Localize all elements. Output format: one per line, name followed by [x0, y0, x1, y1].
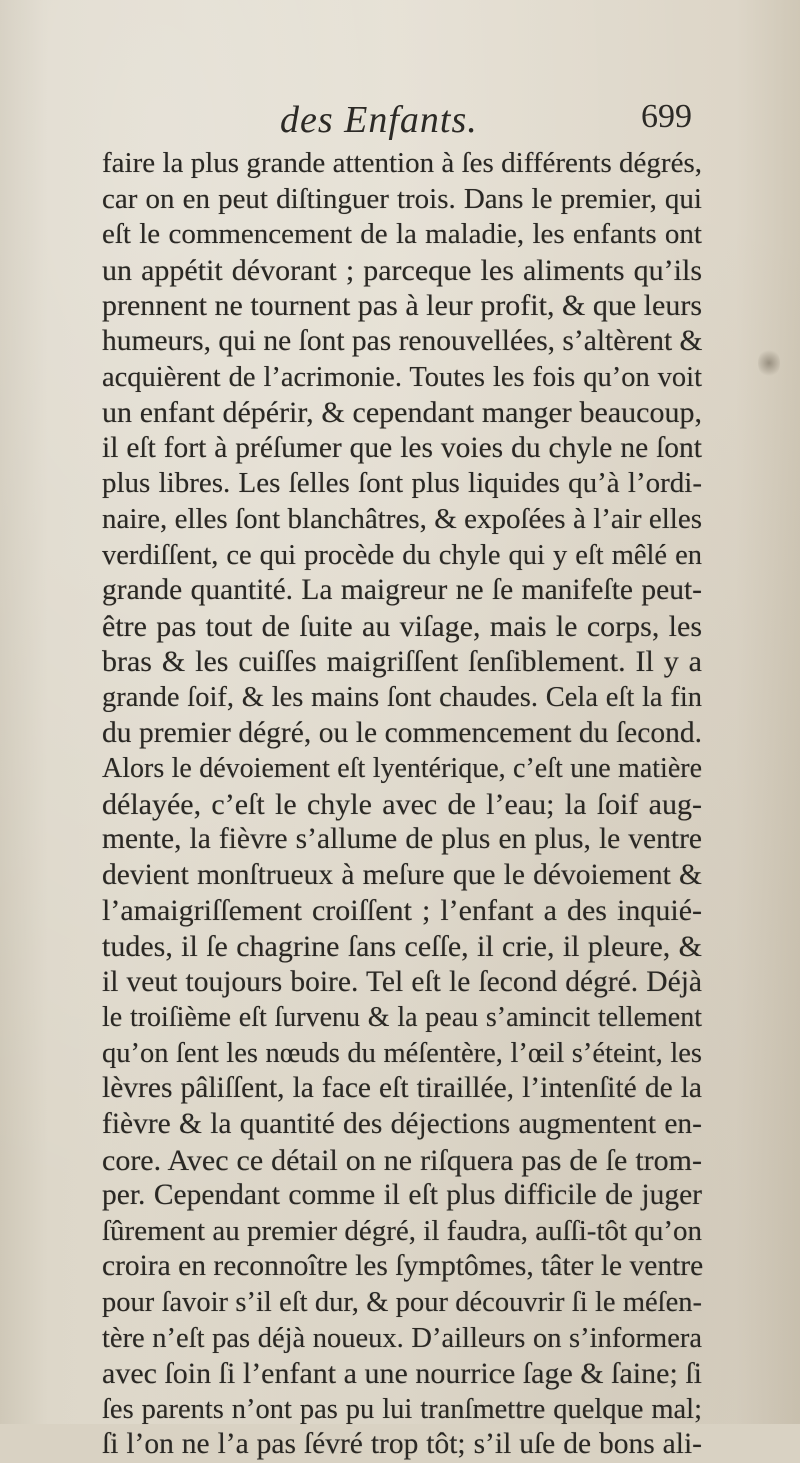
text-line: lèvres pâliſſent, la face eſt tiraillée, l’intenſité de la [102, 1072, 702, 1105]
text-line: délayée, c’eſt le chyle avec de l’eau; la ſoif aug- [102, 787, 702, 821]
text-line: ſûrement au premier dégré, il faudra, auſſi-tôt qu’on [102, 1214, 702, 1247]
text-line: Alors le dévoiement eſt lyentérique, c’eſt une matière [102, 753, 702, 785]
text-line: croira en reconnoître les ſymptômes, tâter le ventre [102, 1250, 704, 1283]
text-line: tudes, il ſe chagrine ſans ceſſe, il crie, il pleure, & [102, 930, 702, 964]
text-line: pour ſavoir s’il eſt dur, & pour découvrir ſi le méſen- [102, 1287, 702, 1318]
text-line: naire, elles ſont blanchâtres, & expoſées à l’air elles [102, 502, 702, 535]
text-line: bras & les cuiſſes maigriſſent ſenſiblement. Il y a [102, 645, 702, 679]
text-line: plus libres. Les ſelles ſont plus liquides qu’à l’ordi- [102, 467, 702, 500]
text-line: devient monſtrueux à meſure que le dévoiement & [102, 858, 702, 891]
text-line: il veut toujours boire. Tel eſt le ſecond dégré. Déjà [102, 965, 702, 998]
text-line: fièvre & la quantité des déjections augmentent en- [102, 1108, 702, 1141]
text-line: du premier dégré, ou le commencement du ſecond. [102, 716, 702, 749]
text-line: eſt le commencement de la maladie, les enfants ont [102, 218, 702, 251]
text-line: humeurs, qui ne ſont pas renouvellées, s’altèrent & [102, 324, 703, 357]
text-line: mente, la fièvre s’allume de plus en plus, le ventre [102, 823, 702, 856]
text-line: per. Cependant comme il eſt plus difficile de juger [102, 1179, 702, 1212]
text-line: il eſt fort à préſumer que les voies du chyle ne ſont [102, 431, 702, 464]
text-line: qu’on ſent les nœuds du méſentère, l’œil s’éteint, les [102, 1037, 702, 1069]
text-line: ſes parents n’ont pas pu lui tranſmettre quelque mal; [102, 1393, 702, 1425]
text-line: tère n’eſt pas déjà noueux. D’ailleurs on s’informera [102, 1322, 702, 1354]
text-line: un appétit dévorant ; parceque les aliments qu’ils [102, 253, 702, 287]
text-line: un enfant dépérir, & cependant manger beaucoup, [102, 396, 702, 430]
text-line: faire la plus grande attention à ſes différents dégrés, [102, 147, 702, 179]
text-line: grande ſoif, & les mains ſont chaudes. Cela eſt la fin [102, 681, 702, 713]
text-line: verdiſſent, ce qui procède du chyle qui y eſt mêlé en [102, 539, 702, 571]
running-title: des Enfants. [280, 99, 478, 141]
text-line: acquièrent de l’acrimonie. Toutes les fois qu’on voit [102, 361, 702, 393]
text-line: l’amaigriſſement croiſſent ; l’enfant a des inquié- [102, 894, 702, 928]
text-line: prennent ne tournent pas à leur profit, & que leurs [102, 289, 702, 323]
text-line: car on en peut diſtinguer trois. Dans le premier, qui [102, 182, 702, 215]
text-line: grande quantité. La maigreur ne ſe manifeſte peut- [102, 574, 702, 607]
body-text [102, 146, 702, 1463]
text-line: être pas tout de ſuite au viſage, mais le corps, les [102, 609, 702, 643]
text-line: core. Avec ce détail on ne riſquera pas de ſe trom- [102, 1143, 702, 1177]
text-line: ſi l’on ne l’a pas ſévré trop tôt; s’il uſe de bons ali- [102, 1428, 702, 1461]
ink-smudge [758, 348, 780, 378]
text-line: avec ſoin ſi l’enfant a une nourrice ſage & ſaine; ſi [102, 1357, 702, 1391]
text-line: le troiſième eſt ſurvenu & la peau s’amincit tellement [102, 1002, 702, 1034]
page-number: 699 [641, 98, 692, 135]
